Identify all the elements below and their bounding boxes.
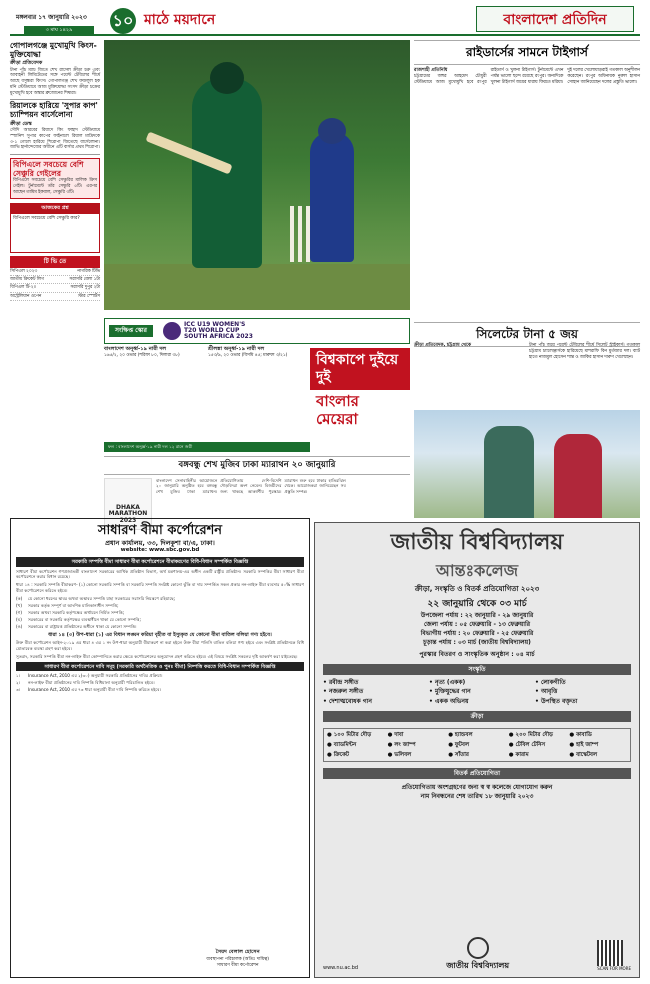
score-tag: সংক্ষিপ্ত স্কোর [109, 325, 153, 337]
tv-row: অস্ট্রেলিয়ান ওপেন স্টার স্পোর্টস [10, 293, 100, 301]
article-body: বিপিএলে সবচেয়ে বেশি সেঞ্চুরির মালিক ক্রিস গেইল। টুর্নামেন্টে তাঁর সেঞ্চুরি ৫টি। এরপর আছেন তামিম ইকবাল, সেঞ্চুরি ৩টি। [13, 178, 97, 196]
score-team-bangladesh: বাংলাদেশ অনূর্ধ্ব-১৯ নারী দল ১৬৫/২, ২০ ওভার (শরিফা ৮০, দিলারা ৩৮) [104, 346, 180, 359]
score-team-srilanka: শ্রীলঙ্কা অনূর্ধ্ব-১৯ নারী দল ১৫৩/৯, ২০ ওভার (বিসমি ৪৫; মারুফা ৩/২১) [208, 346, 288, 359]
headline-banner [310, 348, 410, 452]
ad-title: জাতীয় বিশ্ববিদ্যালয় [390, 529, 564, 555]
article-sylhet [414, 340, 640, 361]
tv-row: জাতীয় ক্রিকেট লিগ সরাসরি বেলা ১টা [10, 276, 100, 284]
article-body-columns [414, 65, 640, 86]
ad-bold-notice: ধারা ১৪ (৩) উপ-ধারা (১) এর বিধান লঙ্ঘন করিয়া বৃহীত বা ইস্যুকৃত যে কোনো বীমা বাতিল বলিয়া গণ্য হইবে। [48, 632, 272, 639]
world-cup-name: ICC U19 WOMEN'S T20 WORLD CUP SOUTH AFRICA 2023 [183, 320, 253, 341]
ad-sports-bar: ক্রীড়া [323, 711, 631, 722]
ad-note: ১। Insurance Act, 2010 এর ২(৩০) অনুযায়ী সরকারি প্রতিষ্ঠানের দাবির প্রক্রিয়া। [16, 673, 163, 679]
ad-schedule-row: চূড়ান্ত পর্যায় : ০৩ মার্চ (জাতীয় বিশ্ববিদ্যালয়) [423, 638, 531, 646]
article-headline: গোপালগঞ্জে মুখোমুখি কিংস-মুক্তিযোদ্ধা [10, 41, 97, 59]
article-body: সৌদি আরবের রিয়াদে কিং ফাহাদ স্টেডিয়ামে স্প্যানিশ সুপার কাপের ফাইনালে রিয়াল মাদ্রিদকে ৩-১ গোলে হারিয়ে শিরোপা জিতেছে বার্সেলোনা। জাভি হার্নান্দেজের অধীনে এটি বার্সার প্রথম শিরোপা। [10, 127, 100, 151]
ad-section-bar: সাধারণ বীমা কর্পোরেশনে দাবি সমূহ (সরকারি অর্থনৈতিক ও পুনঃ বীমা) নিষ্পত্তি করতে বিধি-বিধান সম্পর্কিত বিজ্ঞপ্তি [16, 662, 304, 671]
article-byline: ক্রীড়া প্রতিবেদক [10, 60, 43, 67]
article-body: টানা পাঁচ ম্যাচ জিতে শেখ রাসেল ক্রীড়া চক্র এবং আবাহনী লিমিটেডের সঙ্গে পয়েন্ট টেবিলের শীর্ষে আছে বসুন্ধরা কিংস। গোপালগঞ্জ শেখ ফজলুল হক মনি স্টেডিয়ামে আজ মুক্তিযোদ্ধা সংসদ ক্রীড়া চক্রের মুখোমুখি হবে অস্কার ব্রুজোনের শিষ্যরা। [10, 67, 100, 96]
article-headline: রিয়ালকে হারিয়ে 'সুপার কাপ' চ্যাম্পিয়ন বার্সেলোনা [10, 101, 98, 120]
ad-list-item: (ঙ) সরকারের বা রাষ্ট্রায়ত্ত প্রতিষ্ঠানের অধীনে থাকা যে কোনো সম্পত্তি। [16, 624, 137, 630]
article-byline: ক্রীড়া ডেস্ক [10, 120, 32, 127]
ad-website: website: www.sbc.gov.bd [120, 547, 200, 554]
trophy-icon [163, 322, 181, 340]
ad-sports-list: ● ১০০ মিটার দৌড় ● দাবা ● হ্যান্ডবল ● ২০০ মিটার দৌড় ● কাবাডি ● ব্যাডমিন্টন ● লং জাম্প ● ফুটবল ● টেবিল টেনিস ● হাই জাম্প ● ক্রিকেট ● ভলিবল ● সাঁতার ● কারাম ● বাস্কেটবল [327, 732, 627, 759]
ad-schedule-row: উপজেলা পর্যায় : ২২ জানুয়ারি - ২৯ জানুয়ারি [420, 611, 534, 619]
ad-debate-bar: বিতর্ক প্রতিযোগিতা [323, 768, 631, 779]
ad-prize-info: পুরস্কার বিতরণ ও সাংস্কৃতিক অনুষ্ঠান : ০৪ মার্চ [419, 650, 535, 658]
article-gayle [10, 158, 100, 199]
article-body-columns [414, 340, 640, 361]
ad-title: সাধারণ বীমা কর্পোরেশন [97, 523, 223, 538]
photo-keeper [310, 132, 354, 262]
ad-sports-box [323, 728, 631, 763]
ad-paragraph: উক্ত বীমা কর্পোরেশন আইন-২০১৯ এর ধারা ৪ এর ১ নং উপ-ধারা অনুযায়ী বীমাকরণ না করা হইলে উক্ত বীমা পলিসি বাতিল বলিয়া গণ্য হইবে এবং সংশ্লিষ্ট প্রতিষ্ঠানকে বিধি মোতাবেক ব্যবস্থা গ্রহণ করা হইবে। [16, 640, 304, 652]
tv-row: সিপিএল ২০২৩ নাগরিক টিভি [10, 268, 100, 276]
ad-schedule-row: বিভাগীয় পর্যায় : ২০ ফেব্রুয়ারি - ২৫ ফেব্রুয়ারি [420, 629, 534, 637]
ad-qr-block [597, 940, 631, 971]
article-barcelona [10, 100, 100, 155]
quiz-box [10, 213, 100, 253]
marathon-logo: DHAKA MARATHON 2023 [104, 478, 152, 530]
article-kings [10, 40, 100, 100]
score-header [104, 318, 410, 344]
ad-event-name: ক্রীড়া, সংস্কৃতি ও বিতর্ক প্রতিযোগিতা ২০২৩ [414, 584, 540, 593]
newspaper-logo: বাংলাদেশ প্রতিদিন [476, 6, 634, 32]
ad-culture-list: • রবীন্দ্র সঙ্গীত • নৃত্য (একক) • লোকগীতি • নজরুল সঙ্গীত • মুক্তিযুদ্ধের গান • আবৃত্তি • দেশাত্মবোধক গান • একক অভিনয় • উপস্থিত বক্তৃতা [323, 679, 631, 706]
ad-sadharan-bima [10, 518, 310, 978]
ad-note: ৩। Insurance Act, 2010 এর ৭৩ ধারা অনুযায়ী বীমা দাবি নিষ্পত্তি করিতে হইবে। [16, 687, 161, 693]
photo-wicket [290, 206, 294, 262]
article-byline: ক্রীড়া প্রতিবেদক, চট্টগ্রাম থেকে [414, 343, 472, 348]
article-body: বাংলাদেশ সেনাবাহিনীর আয়োজনে ২০ জানুয়ারি অনুষ্ঠিত হবে বঙ্গবন্ধু শেখ মুজিব ঢাকা ম্যারাথন। প্রতিযোগিতায় দেশি-বিদেশি দৌড়বিদরা অংশ নেবেন। বিজয়ীদের জন্য থাকছে আকর্ষণীয় পুরস্কার। ম্যারাথন শুরু হবে ঢাকার হাতিরঝিল থেকে। আয়োজকরা জানিয়েছেন সব প্রস্তুতি সম্পন্ন। [156, 477, 346, 494]
qr-code-icon [597, 940, 623, 966]
sylhet-photo [414, 410, 640, 518]
article-riders [414, 40, 640, 86]
ad-list-item: (গ) সরকার অথবা সরকারি কর্তৃপক্ষের অর্থায়নে নির্মিত সম্পত্তি; [16, 610, 125, 616]
page-number: ১০ [110, 8, 136, 34]
score-result: ফল : বাংলাদেশ অনূর্ধ্ব-১৯ নারী দল ১২ রানে জয়ী [104, 442, 310, 452]
ad-org: জাতীয় বিশ্ববিদ্যালয় [446, 937, 509, 971]
ad-schedule-row: জেলা পর্যায় : ০৫ ফেব্রুয়ারি - ১৩ ফেব্রুয়ারি [423, 620, 531, 628]
banner-line-2: বাংলার মেয়েরা [310, 390, 410, 430]
ad-signature: সৈয়দ বেলাল হোসেন ব্যবস্থাপনা পরিচালক (অতিঃ দায়িত্ব) সাধারণ বীমা কর্পোরেশন [206, 949, 269, 968]
issue-date: মঙ্গলবার ১৭ জানুয়ারি ২০২৩ [16, 14, 87, 21]
ad-subtitle: আন্তঃকলেজ [435, 560, 519, 580]
article-headline-sylhet: সিলেটের টানা ৫ জয় [414, 322, 640, 347]
article-byline: রাজশাহী প্রতিনিধি [414, 68, 448, 73]
photo-ground [104, 264, 410, 310]
ad-paragraph: সাধারণ বীমা কর্পোরেশন গণপ্রজাতন্ত্রী বাংলাদেশ সরকারের আর্থিক প্রতিষ্ঠান বিভাগ, অর্থ মন্ত্রণালয়-এর অধীন একটি রাষ্ট্রীয় প্রতিষ্ঠান। সরকারি সম্পত্তির বীমা সাধারণ বীমা কর্পোরেশনে করার বিধান রয়েছে। [16, 568, 304, 580]
university-logo-icon [467, 937, 489, 959]
quiz-question: বিপিএলে সবচেয়ে বেশি সেঞ্চুরি কার? [13, 216, 80, 222]
article-headline: বিপিএলে সবচেয়ে বেশি সেঞ্চুরি গেইলের [13, 160, 84, 178]
article-body: টানা পাঁচ জয়ে পয়েন্ট টেবিলের শীর্ষে সিলেট স্ট্রাইকার্স। গতকাল চট্টগ্রাম চ্যালেঞ্জার্সকে হারিয়েছে মাশরাফি বিন মুর্তজার দল। ব্যাট হাতে নাজমুল হোসেন শান্ত ও জাকির হাসান দারুণ খেলেছেন। [529, 343, 640, 360]
ad-national-university [314, 522, 640, 978]
left-column [10, 40, 100, 301]
tv-row: বিপিএল টি-২০ সরাসরি দুপুর ২টা [10, 284, 100, 292]
photo-player [554, 434, 602, 518]
masthead [10, 4, 640, 36]
ad-paragraph: ধারা ১৪ : সরকারি সম্পত্তি বীমাকরণ- (১) কোনো সরকারি সম্পত্তি বা সরকারি সম্পত্তি সংশ্লিষ্ট কোনো ঝুঁকি বা দায় সম্পর্কিত সকল প্রকার নন-লাইফ বীমা ব্যবসার ৫০% সাধারণ বীমা কর্পোরেশনে করিতে হইবে। [16, 582, 304, 594]
ad-culture-bar: সংস্কৃতি [323, 664, 631, 675]
article-headline: রাইডার্সের সামনে টাইগার্স [414, 40, 640, 65]
article-headline: বঙ্গবন্ধু শেখ মুজিব ঢাকা ম্যারাথন ২০ জানুয়ারি [104, 456, 410, 475]
article-body: চট্টগ্রামের জহুর আহমেদ চৌধুরী স্টেডিয়ামে আজ মুখোমুখি হবে রংপুর রাইডার্স ও খুলনা টাইগার্স। টুর্নামেন্টে এখন পর্যন্ত ভালো ছন্দে রয়েছে রংপুর। অন্যদিকে খুলনা টাইগার্স জয়ের ধারায় ফিরতে মরিয়া। দুই দলের খেলোয়াড়রাই গতকাল অনুশীলন করেছেন। রংপুর অধিনায়ক নুরুল হাসান সোহান জানিয়েছেন দলের প্রস্তুতি ভালো। [414, 68, 640, 86]
ad-website: www.nu.ac.bd [323, 964, 359, 971]
issue-bangla-date: ৩ মাঘ ১৪২৯ [24, 26, 94, 34]
ad-footer-notice: প্রতিযোগিতায় অংশগ্রহণের জন্য স্ব স্ব কলেজে যোগাযোগ করুন নাম নিবন্ধনের শেষ তারিখ ১৮ জানুয়ারি ২০২৩ [401, 783, 553, 800]
section-title: মাঠে ময়দানে [144, 12, 216, 28]
ad-section-bar: সরকারি সম্পত্তি বীমা সাধারণ বীমা কর্পোরেশনে বীমাকরণের বিধি-বিধান সম্পর্কিত বিজ্ঞপ্তি [16, 557, 304, 566]
ad-list-item: (ক) যে কোনো ধরনের স্থাবর অথবা অস্থাবর সম্পত্তি যাহা সরকারের সরাসরি নিয়ন্ত্রণে রহিয়াছে; [16, 596, 176, 602]
ad-event-date: ২২ জানুয়ারি থেকে ০৩ মার্চ [427, 599, 527, 610]
ad-note: ২। নন-লাইফ বীমা প্রতিষ্ঠানের দাবি নিষ্পত্তি বিধিমালা অনুযায়ী পরিচালিত হইবে। [16, 680, 155, 686]
photo-wicket [298, 206, 302, 262]
world-cup-logo [163, 322, 253, 341]
photo-player [484, 426, 534, 518]
tv-schedule-title: টি ভি তে [10, 256, 100, 268]
ad-address: প্রধান কার্যালয়, ৩৩, দিলকুশা বা/এ, ঢাকা। [105, 539, 215, 548]
ad-bottom-bar [323, 937, 631, 971]
ad-list-item: (খ) সরকার কর্তৃক সম্পূর্ণ বা আংশিক মালিকানাধীন সম্পত্তি; [16, 603, 119, 609]
banner-line-1: বিশ্বকাপে দুইয়ে দুই [310, 348, 410, 390]
ad-scan-label: SCAN FOR MORE [597, 966, 631, 971]
ad-paragraph: সুতরাং, সরকারি সম্পত্তি বীমা নন-লাইফ বীমা কোম্পানিতে করার ক্ষেত্রে কর্পোরেশনের অনুমোদন গ্রহণ করিতে হইবে। এই বিষয়ে সংশ্লিষ্ট সকলের দৃষ্টি আকর্ষণ করা যাইতেছে। [16, 654, 298, 660]
quiz-title: আজকের প্রশ্ন [10, 203, 100, 213]
ad-list-item: (ঘ) সরকারের বা সরকারি কর্তৃপক্ষের ব্যবস্থাধীনে থাকা যে কোনো সম্পত্তি; [16, 617, 141, 623]
tv-schedule [10, 268, 100, 301]
hero-photo [104, 40, 410, 310]
